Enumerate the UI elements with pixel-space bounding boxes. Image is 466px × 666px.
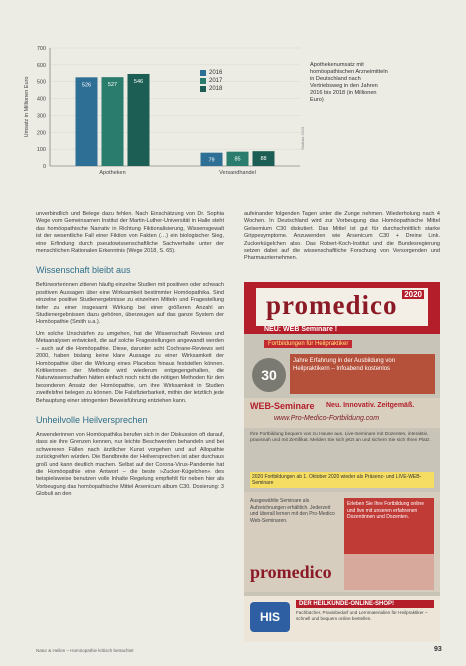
bar — [102, 77, 124, 166]
ad-body-text: Ihre Fortbildung bequem von zu Hause aus. Live-Seminare mit Dozenten, interaktiv, praxisnah und mit Zertifikat. Melden Sie sich jetzt an und sichern Sie sich Ihren Platz. — [250, 432, 431, 443]
y-tick-label: 200 — [36, 130, 46, 137]
ad-subtitle: NEU: WEB Seminare ! — [264, 326, 338, 333]
right-column — [244, 211, 440, 267]
ad-highlight-bar: 2020 Fortbildungen ab 1. Oktober 2020 wieder als Präsenz- und LIVE-WEB-Seminare — [250, 472, 434, 488]
bar-value-label: 527 — [107, 82, 118, 89]
paragraph: aufeinander folgenden Tagen unter die Zunge nehmen. Wiederholung nach 4 Wochen. In Deutschland wird zur Vorbeugung das Homöopathische Mittel Gelsemium C30 diskutiert. Das Mittel ist gut für durchschnittlich starke Grippesymptome. Anzuwenden wie Arsenicum C30 + Dreine Link. Zuckerkügelchen also. Das Robert-Koch-Institut und die Bundesregierung setzen dabei auf die wissenschaftliche Forschung von Versorgenden und Pharmaunternehmen. — [244, 211, 440, 262]
shop-ad[interactable] — [244, 596, 440, 642]
page-number: 93 — [434, 646, 442, 653]
bar-value-label: 546 — [133, 78, 144, 85]
paragraph: unverbindlich und Belege dazu fehlen. Nach Einschätzung von Dr. Sophia Wege vom Gemeinsamen Institut der Martin-Luther-Universität in Halle steht das homöopathische Narrativ in Richtung Fiktionalisierung, Wissensgewalt ist der wesentliche Fall einer Fiktion von Fakten (…) ein biologischer Sieg, eine Erfindung durch pseudowissenschaftliche Sachverhalte unter der menschlichen Rationalen Erkenntnis (Wege 2018, S. 65). — [36, 211, 224, 255]
bar-chart — [10, 40, 456, 180]
chart-source: Statista 2019 — [300, 126, 305, 150]
ad-year-badge: 2020 — [404, 290, 422, 299]
left-column — [36, 211, 224, 503]
shop-text: Fachbücher, Praxisbedarf und Lernmaterialien für Heilpraktiker – schnell und bequem online bestellen. — [296, 610, 428, 621]
section-heading: Wissenschaft bleibt aus — [36, 265, 131, 276]
y-tick-label: 500 — [36, 79, 46, 86]
shop-title: DER HEILKUNDE-ONLINE-SHOP! — [296, 600, 434, 608]
ad-logo-box — [256, 288, 428, 326]
x-tick-label: Versandhandel — [219, 170, 256, 176]
paragraph: Anwenderinnen von Homöopathika berufen sich in der Diskussion oft darauf, dass sie ihre Grenzen kennen, nur leichte Beschwerden behandeln und bei schwereren Fällen nach ärztlicher Kunst vorgehen und auf Allopathie zurückgreifen würden. Die Bandbreite der Heilversprechen ist aber durchaus groß und kann deutlich machen. Selbst auf der Corona-Virus-Pandemie hat die Homöopathie eine Antwort – die beste »Zucker-Kügelchen« des beispielsweise benutzen volle Inhalte Regelung empfiehlt für neben hier als Vorbeugung das homöopathische Mittel Arsenicum album C30. Dosierung: 3 Globuli an den — [36, 431, 224, 498]
ad-tagline: Fortbildungen für Heilpraktiker — [264, 340, 352, 348]
web-seminar-banner — [244, 398, 440, 428]
ad-url-link[interactable]: www.Pro-Medico-Fortbildung.com — [274, 415, 380, 422]
anniversary-badge: 30 — [252, 358, 286, 392]
his-logo: HIS — [250, 602, 290, 632]
bar-value-label: 526 — [81, 82, 92, 89]
y-tick-label: 600 — [36, 62, 46, 69]
y-tick-label: 700 — [36, 46, 46, 52]
chart-legend — [200, 70, 222, 94]
ad-info-box: Jahre Erfahrung in der Ausbildung von Heilpraktikern – Infoabend kostenlos — [290, 354, 435, 394]
web-seminar-claim: Neu. Innovativ. Zeitgemäß. — [326, 402, 415, 409]
advertisement[interactable] — [244, 282, 440, 642]
bar-value-label: 88 — [260, 156, 267, 163]
bar-value-label: 85 — [234, 156, 241, 163]
ad-photo — [344, 554, 434, 590]
promedico-logo-small: promedico — [250, 562, 332, 582]
y-tick-label: 400 — [36, 96, 46, 103]
legend-entry-2017 — [200, 78, 222, 84]
bar — [128, 74, 150, 166]
chart-caption: Apothekenumsatz mit homöopathischen Arzneimitteln in Deutschland nach Vertriebsweg in den Jahren 2016 bis 2018 (in Millionen Euro) — [310, 62, 388, 103]
x-tick-label: Apotheken — [99, 170, 126, 176]
paragraph: Um solche Unschärfen zu umgehen, hat die Wissenschaft Reviews und Metaanalysen entwickelt, die auf solche Fragestellungen angewandt werden – auch auf die Homöopathie. Diese, darunter acht Cochrane-Reviews seit 2000, haben bislang keine klare Aussage zu einer Wirksamkeit der Homöopathie über die Wirkung eines Placebos hinaus feststellen können. Kritikerinnen der Methode wird wiederum entgegengehalten, die Naturwissenschaften hätten einfach noch nicht die nötigen Methoden für den besonderen Ansatz der Homöopathie, um ihre Wirksamkeit in Studien zweifelsfrei belegen zu können. Die Falsifizierbarkeit, mithin der letztlich jede Behauptung einer stringenten Beweisführung entziehen kann. — [36, 330, 224, 404]
legend-entry-2016 — [200, 70, 222, 76]
page-footer: Natur & Heilen – Homöopathie kritisch betrachtet — [36, 648, 134, 653]
ad-lower-text: Ausgewählte Seminare als Aufzeichnungen erhältlich. Jederzeit und überall lernen mit den Pro-Medico Web-Seminaren. — [250, 498, 335, 524]
web-seminar-title: WEB-Seminare — [250, 401, 315, 411]
paragraph: Befürworterinnen zitieren häufig einzelne Studien mit positiven oder schwach positiven Aussagen über eine Wirksamkeit bestimmter Homöopathika. Sind einzelne positive Studienergebnisse zu einzelnen Mitteln und Fragestellung tiefer zu einer insgesamt Wirkung bei einer größeren Anzahl an Studienergebnissen dazu gehören, überzeugen auf das ganze System der Homöopathie (Smith u.a.). — [36, 282, 224, 326]
legend-swatch — [200, 78, 206, 84]
y-tick-label: 0 — [42, 164, 46, 170]
ad-lower-section — [244, 492, 440, 592]
bar-value-label: 79 — [208, 157, 215, 164]
ad-lower-box: Erleben Sie Ihre Fortbildung online und live mit unseren erfahrenen Dozentinnen und Dozenten. — [344, 498, 434, 558]
bar — [76, 77, 98, 166]
section-heading: Unheilvolle Heilversprechen — [36, 414, 148, 425]
y-axis-label: Umsatz in Millionen Euro — [24, 76, 30, 138]
y-tick-label: 100 — [36, 147, 46, 154]
legend-label: 2017 — [209, 78, 223, 84]
legend-swatch — [200, 70, 206, 76]
legend-label: 2016 — [209, 70, 223, 76]
legend-swatch — [200, 86, 206, 92]
y-tick-label: 300 — [36, 113, 46, 120]
legend-entry-2018 — [200, 86, 222, 92]
chart-canvas — [10, 40, 456, 180]
promedico-logo: promedico — [266, 290, 398, 320]
legend-label: 2018 — [209, 86, 223, 92]
